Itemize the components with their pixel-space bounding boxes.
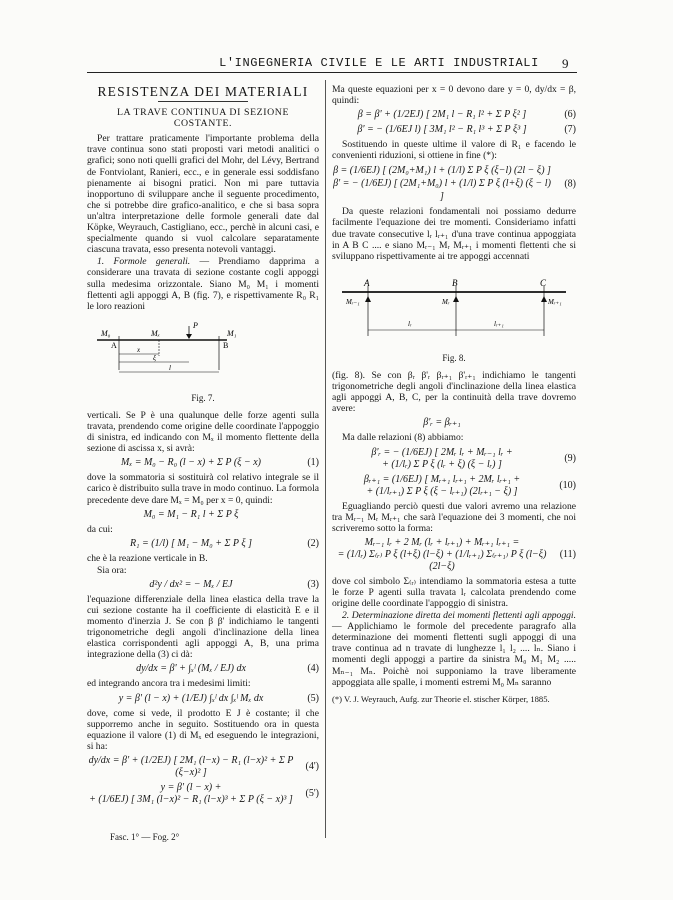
equation-10-number: (10) bbox=[559, 479, 576, 491]
equation-7-body: β' = − (1/6EJ l) [ 3M₁ l² − R₁ l³ + Σ P ξ³ ] bbox=[357, 124, 527, 136]
fig7-label-x: x bbox=[137, 345, 141, 354]
equation-10 bbox=[332, 474, 576, 498]
fascicolo-note: Fasc. 1° — Fog. 2° bbox=[110, 832, 180, 842]
fig7-label-P: P bbox=[193, 320, 198, 330]
section-title: RESISTENZA DEI MATERIALI bbox=[97, 84, 309, 99]
equation-4-body: dy/dx = β' + ∫ₓˡ (Mₓ / EJ) dx bbox=[136, 663, 246, 675]
fig7-label-xi: ξ bbox=[153, 353, 156, 362]
sostituendo-paragraph: Sostituendo in queste ultime il valore di R₁ e facendo le convenienti riduzioni, si ottiene in fine (*): bbox=[332, 139, 576, 162]
equation-11-line1: Mᵣ₋₁ lᵣ + 2 Mᵣ (lᵣ + lᵣ₊₁) + Mᵣ₊₁ lᵣ₊₁ = bbox=[364, 536, 520, 548]
equation-5-prime-line2: + (1/6EJ) [ 3M₁ (l−x)² − R₁ (l−x)³ + Σ P (ξ − x)³ ] bbox=[89, 793, 293, 805]
equation-11 bbox=[332, 537, 576, 573]
fig8-label-Mr1: Mᵣ₊₁ bbox=[548, 297, 562, 306]
equation-10-line1: βᵣ₊₁ = (1/6EJ) [ Mᵣ₊₁ lᵣ₊₁ + 2Mᵣ lᵣ₊₁ + bbox=[363, 473, 521, 485]
footnote: (*) V. J. Weyrauch, Aufg. zur Theorie el. stischer Körper, 1885. bbox=[332, 693, 550, 704]
right-column bbox=[332, 84, 576, 705]
equation-5-prime-number: (5') bbox=[305, 787, 319, 799]
equation-11-line2: = (1/lᵣ) Σ₍ᵣ₎ P ξ (l+ξ) (l−ξ) + (1/lᵣ₊₁) Σ₍ᵣ₊₁₎ P ξ (l−ξ) (2l−ξ) bbox=[337, 548, 547, 572]
formole-heading: 1. Formole generali. bbox=[97, 256, 191, 268]
fig7-label-A: A bbox=[111, 340, 117, 350]
sommatoria-paragraph: dove la sommatoria si sostituirà col relativo integrale se il carico è distribuito sulla trave in modo continuo. La formola precedente deve dare Mₓ = M₀ per x = 0, quindi: bbox=[87, 472, 319, 506]
simbolo-paragraph: dove col simbolo Σ₍ᵣ₎ intendiamo la sommatoria estesa a tutte le forze P agenti sulla travata lᵣ calcolata prendendo come origine delle coordinate l'appoggio di sinistra. bbox=[332, 575, 576, 609]
equation-1-number: (1) bbox=[307, 457, 319, 469]
equation-11-number: (11) bbox=[559, 548, 576, 560]
tre-momenti-paragraph: Da queste relazioni fondamentali noi possiamo dedurre facilmente l'equazione dei tre momenti. Consideriamo infatti due travate consecutive lᵣ lᵣ₊₁ d'una trave continua appoggiata in A B C .... e siano Mᵣ₋₁ Mᵣ Mᵣ₊₁ i momenti flettenti che si sviluppano rispettivamente ai tre appoggi accennati bbox=[332, 206, 576, 262]
equation-8-line1: β = (1/6EJ) [ (2M₀+M₁) l + (1/l) Σ P ξ (ξ−l) (2l − ξ) ] bbox=[333, 165, 551, 177]
load-arrowhead bbox=[186, 334, 192, 339]
equation-5-prime-line1: y = β' (l − x) + bbox=[160, 781, 222, 793]
equation-3 bbox=[87, 579, 319, 591]
elastica-paragraph: l'equazione differenziale della linea elastica della trave la cui sezione costante ha il coefficiente di elasticità E e il momento d'inerzia J. Se con β β' indichiamo le tangenti trigonometriche degli angoli d'inclinazione della linea elastica corrispondenti agli appoggi A, B, una prima integrazione della (3) ci dà: bbox=[87, 593, 319, 661]
fig7-label-M0: M₀ bbox=[101, 328, 111, 338]
figure-8 bbox=[332, 268, 576, 364]
fig7-label-B: B bbox=[223, 340, 229, 350]
left-column bbox=[87, 84, 319, 809]
eguagliando-paragraph: Eguagliando perciò questi due valori avremo una relazione tra Mᵣ₋₁ Mᵣ Mᵣ₊₁ che sarà l'equazione dei 3 momenti, che noi scriveremo sotto la forma: bbox=[332, 500, 576, 534]
equation-6 bbox=[332, 109, 576, 121]
equation-8 bbox=[332, 164, 576, 203]
equation-6-body: β = β' + (1/2EJ) [ 2M₁ l − R₁ l² + Σ P ξ² ] bbox=[357, 109, 527, 121]
equation-6-number: (6) bbox=[564, 109, 576, 121]
reazione-text: che è la reazione verticale in B. bbox=[87, 552, 208, 564]
figure-8-caption: Fig. 8. bbox=[442, 352, 466, 363]
equation-7-number: (7) bbox=[564, 124, 576, 136]
equation-4-prime-body: dy/dx = β' + (1/2EJ) [ 2M₁ (l−x) − R₁ (l−x)² + Σ P (ξ−x)² ] bbox=[88, 754, 294, 778]
equation-4-number: (4) bbox=[307, 663, 319, 675]
fig8-label-Mr: Mᵣ bbox=[442, 297, 450, 306]
title-rule bbox=[158, 101, 248, 102]
figure-8-diagram bbox=[332, 268, 576, 348]
continuita-paragraph: (fig. 8). Se con βᵣ β'ᵣ βᵣ₊₁ β'ᵣ₊₁ indichiamo le tangenti trigonometriche degli angoli d'inclinazione della linea elastica agli appoggi A, B, C, per la continuità della trave dovremo avere: bbox=[332, 370, 576, 415]
equation-3-number: (3) bbox=[307, 578, 319, 590]
equation-4-prime-number: (4') bbox=[305, 760, 319, 772]
sia-ora-text: Sia ora: bbox=[97, 564, 127, 576]
reaction-b bbox=[453, 296, 459, 302]
fig8-label-lr1: lᵣ₊₁ bbox=[494, 319, 504, 328]
formole-paragraph bbox=[87, 256, 319, 311]
column-divider bbox=[325, 80, 326, 838]
determinazione-paragraph bbox=[332, 610, 576, 688]
equation-3-body: d²y / dx² = − Mₓ / EJ bbox=[149, 578, 233, 590]
equation-9-line2: + (1/lᵣ) Σ P ξ (lᵣ + ξ) (ξ − lᵣ) ] bbox=[382, 458, 502, 470]
article-subtitle: LA TRAVE CONTINUA DI SEZIONE COSTANTE. bbox=[116, 107, 290, 130]
journal-title: L'INGEGNERIA CIVILE E LE ARTI INDUSTRIALI bbox=[219, 56, 539, 70]
determinazione-text: — Applichiamo le formole del precedente paragrafo alla determinazione dei momenti flettenti sugli appoggi di una trave continua ad n travate di lunghezze l₁ l₂ .... lₙ. Siano i momenti degli appoggi a partire da sinistra M₀ M₁ M₂ ..... Mₙ₋₁ Mₙ. Poichè noi supponiamo la trave liberamente appoggiata alle spalle, i momenti estremi M₀ Mₙ saranno bbox=[332, 621, 576, 688]
equation-4 bbox=[87, 663, 319, 675]
equation-5-prime bbox=[87, 782, 319, 806]
equation-4-prime bbox=[87, 755, 319, 779]
dalle-relazioni-text: Ma dalle relazioni (8) abbiamo: bbox=[342, 432, 464, 444]
equation-8-line2: β' = − (1/6EJ) [ (2M₁+M₀) l + (1/l) Σ P ξ (l+ξ) (ξ − l) ] bbox=[333, 178, 551, 203]
figure-7-caption: Fig. 7. bbox=[191, 392, 215, 403]
page-header bbox=[0, 0, 673, 70]
figure-7-diagram bbox=[87, 318, 319, 388]
equation-10-line2: + (1/lᵣ₊₁) Σ P ξ (ξ − lᵣ₊₁) (2lᵣ₊₁ − ξ) ] bbox=[366, 485, 518, 497]
fig7-label-l: l bbox=[169, 363, 171, 372]
equation-continuity-body: β'ᵣ = βᵣ₊₁ bbox=[423, 417, 461, 429]
equation-2-body: R₁ = (1/l) [ M₁ − M₀ + Σ P ξ ] bbox=[129, 537, 253, 549]
equation-m0 bbox=[87, 509, 319, 521]
equation-8-number: (8) bbox=[564, 178, 576, 190]
fig8-label-A: A bbox=[364, 277, 370, 288]
equation-2 bbox=[87, 538, 319, 550]
intro-paragraph: Per trattare praticamente l'importante problema della trave continua sono stati proposti vari metodi analitici o grafici; sono noti quelli grafici del Mohr, del Lévy, Bertrand de Fontviolant, Ranieri, ecc., e in generale essi soddisfano pienamente ai bisogni pratici. Non mi pare tuttavia inopportuno di sviluppare anche il seguente procedimento, che si potrebbe dire grafico-analitico, e che si basa sopra un'altra interpretazione delle formole generali date dal Köpke, Weyrauch, Castigliano, ecc., perchè in alcuni casi, e specialmente quando si vuol calcolare separatamente ciascuna travata, esso presenta notevoli vantaggi. bbox=[87, 133, 319, 256]
da-cui-text: da cui: bbox=[87, 523, 113, 535]
queste-equazioni-text: Ma queste equazioni per x = 0 devono dare y = 0, dy/dx = β, quindi: bbox=[332, 84, 576, 107]
fig8-label-C: C bbox=[540, 277, 547, 288]
fig8-label-B: B bbox=[452, 277, 458, 288]
formole-text: — Prendiamo dapprima a considerare una travata di sezione costante cogli appoggi sulla medesima orizzontale. Siano M₀ M₁ i momenti flettenti agli appoggi A, B (fig. 7), e rispettivamente R₀ R₁ le loro reazioni bbox=[87, 256, 319, 312]
equation-2-number: (2) bbox=[307, 537, 319, 549]
header-rule bbox=[87, 72, 577, 73]
equation-9-line1: β'ᵣ = − (1/6EJ) [ 2Mᵣ lᵣ + Mᵣ₋₁ lᵣ + bbox=[371, 446, 513, 458]
fig7-label-Mx: Mₓ bbox=[151, 328, 160, 338]
fig8-label-Mr-1: Mᵣ₋₁ bbox=[346, 297, 360, 306]
fig8-label-lr: lᵣ bbox=[408, 319, 412, 328]
equation-5-body: y = β' (l − x) + (1/EJ) ∫ₓˡ dx ∫ₓˡ Mₓ dx bbox=[118, 692, 264, 704]
reaction-c bbox=[541, 296, 547, 302]
page-number: 9 bbox=[562, 56, 569, 71]
equation-9-number: (9) bbox=[564, 452, 576, 464]
determinazione-heading: 2. Determinazione diretta dei momenti flettenti agli appoggi. bbox=[342, 610, 576, 622]
equation-5 bbox=[87, 693, 319, 705]
integrando-text: ed integrando ancora tra i medesimi limiti: bbox=[87, 678, 251, 690]
verticali-paragraph: verticali. Se P è una qualunque delle forze agenti sulla travata, prendendo come origine delle coordinate l'appoggio di sinistra, ed indicando con Mₓ il momento flettente della sezione di ascissa x, si avrà: bbox=[87, 409, 319, 455]
equation-1 bbox=[87, 457, 319, 469]
equation-5-number: (5) bbox=[307, 692, 319, 704]
equation-7 bbox=[332, 124, 576, 136]
equation-9 bbox=[332, 447, 576, 471]
prodotto-paragraph: dove, come si vede, il prodotto E J è costante; il che supporremo anche in seguito. Sostituendo ora in questa equazione il valore (1) di Mₓ ed eseguendo le integrazioni, si ha: bbox=[87, 707, 319, 752]
equation-1-body: Mₓ = M₀ − R₀ (l − x) + Σ P (ξ − x) bbox=[121, 457, 261, 469]
equation-m0-body: M₀ = M₁ − R₁ l + Σ P ξ bbox=[143, 508, 239, 520]
reaction-a bbox=[365, 296, 371, 302]
fig7-label-M1: M₁ bbox=[227, 328, 237, 338]
equation-continuity bbox=[332, 417, 576, 429]
figure-7 bbox=[87, 318, 319, 404]
